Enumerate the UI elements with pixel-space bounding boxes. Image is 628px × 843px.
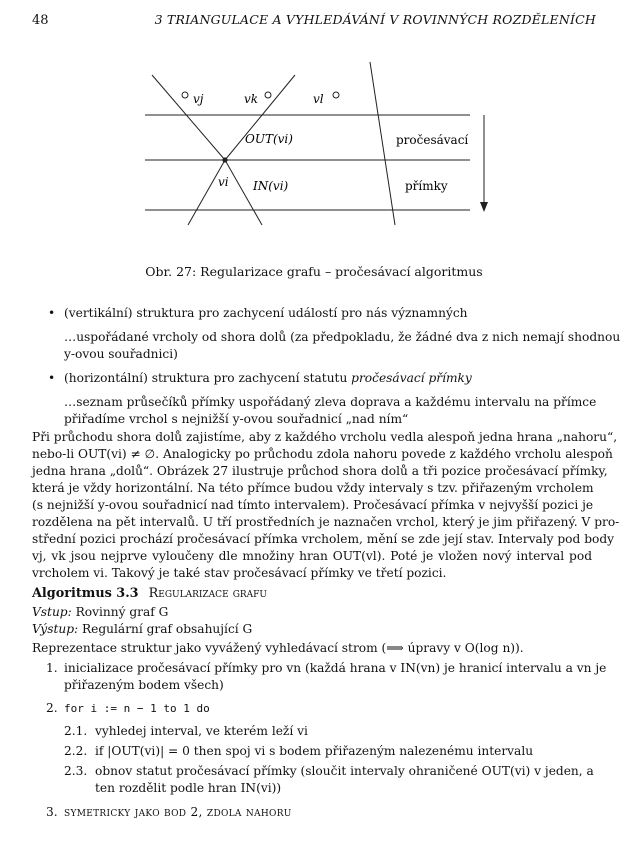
edge-out-right xyxy=(225,75,295,160)
vertex-vi xyxy=(222,157,227,162)
bullet-2-desc-1: …seznam průsečíků přímky uspořádaný zleva doprava a každému intervalu na přímce xyxy=(64,395,597,409)
algorithm-output xyxy=(32,623,252,635)
label-vl: vl xyxy=(313,92,324,106)
figure-caption: Obr. 27: Regularizace grafu – pročesávací algoritmus xyxy=(145,264,483,279)
substep-2-1-text: vyhledej interval, ve kterém leží vi xyxy=(95,724,308,738)
bullet-2-head-text: (horizontální) struktura pro zachycení statutu xyxy=(64,371,348,385)
paragraph-line-1: Při průchodu shora dolů zajistíme, aby z každého vrcholu vedla alespoň jedna hrana „nahoru“, xyxy=(32,430,618,444)
input-text: Rovinný graf G xyxy=(75,605,169,619)
step-1-line-1: inicializace pročesávací přímky pro vn (každá hrana v IN(vn) je hranicí intervalu a vn je xyxy=(64,661,607,675)
substep-2-3-line-2: ten rozdělit podle hran IN(vi)) xyxy=(95,781,282,795)
edge-in-left xyxy=(188,160,225,225)
bullet-1-desc-1: …uspořádané vrcholy od shora dolů (za předpokladu, že žádné dva z nich nemají shodnou xyxy=(64,330,621,344)
bullet-2-desc-2: přiřadíme vrchol s nejnižší y-ovou souřadnicí „nad ním“ xyxy=(64,412,409,426)
paragraph-line-2: nebo-li OUT(vi) ≠ ∅. Analogicky po průchodu zdola nahoru povede z každého vrcholu alespoň xyxy=(32,447,613,461)
paragraph-line-8: vj, vk jsou nejprve vyloučeny dle množiny hran OUT(vl). Poté je vložen nový interval pod xyxy=(32,549,592,563)
output-text: Regulární graf obsahující G xyxy=(81,622,253,636)
label-out: OUT(vi) xyxy=(245,132,293,146)
step-1-line-2: přiřazeným bodem všech) xyxy=(64,678,224,692)
chapter-title: 3 TRIANGULACE A VYHLEDÁVÁNÍ V ROVINNÝCH ROZDĚLENÍCH xyxy=(154,12,596,27)
vertex-vl xyxy=(333,92,339,98)
algorithm-name: Regularizace grafu xyxy=(148,586,267,601)
vertex-vj xyxy=(182,92,188,98)
bullet-2-marker: • xyxy=(48,371,56,385)
step-2-number: 2. xyxy=(46,701,58,715)
paragraph-line-6: rozdělena na pět intervalů. U tří prostředních je naznačen vrchol, který je jim přiřazený. V pro- xyxy=(32,515,620,529)
paragraph-line-7: střední pozici prochází pročesávací přímka vrcholem, mění se zde její stav. Intervaly pod body xyxy=(32,532,615,546)
substep-2-2-text: if |OUT(vi)| = 0 then spoj vi s bodem přiřazeným nalezenému intervalu xyxy=(95,744,534,758)
edge-out-left xyxy=(152,75,225,160)
bullet-1-marker: • xyxy=(48,306,56,320)
label-vi: vi xyxy=(218,175,229,189)
label-vj: vj xyxy=(193,92,204,106)
sweep-line-figure xyxy=(0,0,628,260)
label-in: IN(vi) xyxy=(253,179,289,193)
step-3-text: symetricky jako bod 2, zdola nahoru xyxy=(64,805,292,819)
side-label-line1: pročesávací xyxy=(396,133,469,147)
label-vk: vk xyxy=(244,92,259,106)
edge-right xyxy=(370,62,395,225)
algorithm-input xyxy=(32,606,168,618)
paragraph-line-5: (s nejnižší y-ovou souřadnicí nad tímto intervalem). Pročesávací přímka v nejvyšší pozici je xyxy=(32,498,594,512)
substep-2-3-number: 2.3. xyxy=(64,764,88,778)
bullet-2-head-emph: pročesávací přímky xyxy=(351,371,472,385)
side-label-line2: přímky xyxy=(405,179,448,193)
bullet-1-desc-2: y-ovou souřadnici) xyxy=(64,347,178,361)
paragraph-line-4: která je vždy horizontální. Na této přímce budou vždy intervaly s tzv. přiřazeným vrcholem xyxy=(32,481,594,495)
algorithm-title: Algoritmus 3.3 xyxy=(32,586,139,601)
input-label: Vstup: xyxy=(32,605,72,619)
substep-2-1-number: 2.1. xyxy=(64,724,88,738)
paragraph-line-9: vrcholem vi. Takový je také stav pročesávací přímky ve třetí pozici. xyxy=(32,566,447,580)
step-3-number: 3. xyxy=(46,805,58,819)
bullet-1-head: (vertikální) struktura pro zachycení událostí pro nás významných xyxy=(64,306,468,320)
algorithm-heading xyxy=(32,588,267,601)
page-number: 48 xyxy=(32,13,49,28)
substep-2-3-line-1: obnov statut pročesávací přímky (sloučit intervaly ohraničené OUT(vi) v jeden, a xyxy=(95,764,594,778)
algorithm-representation: Reprezentace struktur jako vyvážený vyhledávací strom (⟹ úpravy v O(log n)). xyxy=(32,641,524,655)
step-1-number: 1. xyxy=(46,661,58,675)
direction-arrow-head xyxy=(480,202,488,212)
paragraph-line-3: jedna hrana „dolů“. Obrázek 27 ilustruje průchod shora dolů a tři pozice pročesávací přímky, xyxy=(32,464,608,478)
bullet-2-head xyxy=(64,372,472,384)
vertex-vk xyxy=(265,92,271,98)
output-label: Výstup: xyxy=(32,622,79,636)
substep-2-2-number: 2.2. xyxy=(64,744,88,758)
step-2-loop: for i := n − 1 to 1 do xyxy=(64,702,210,715)
